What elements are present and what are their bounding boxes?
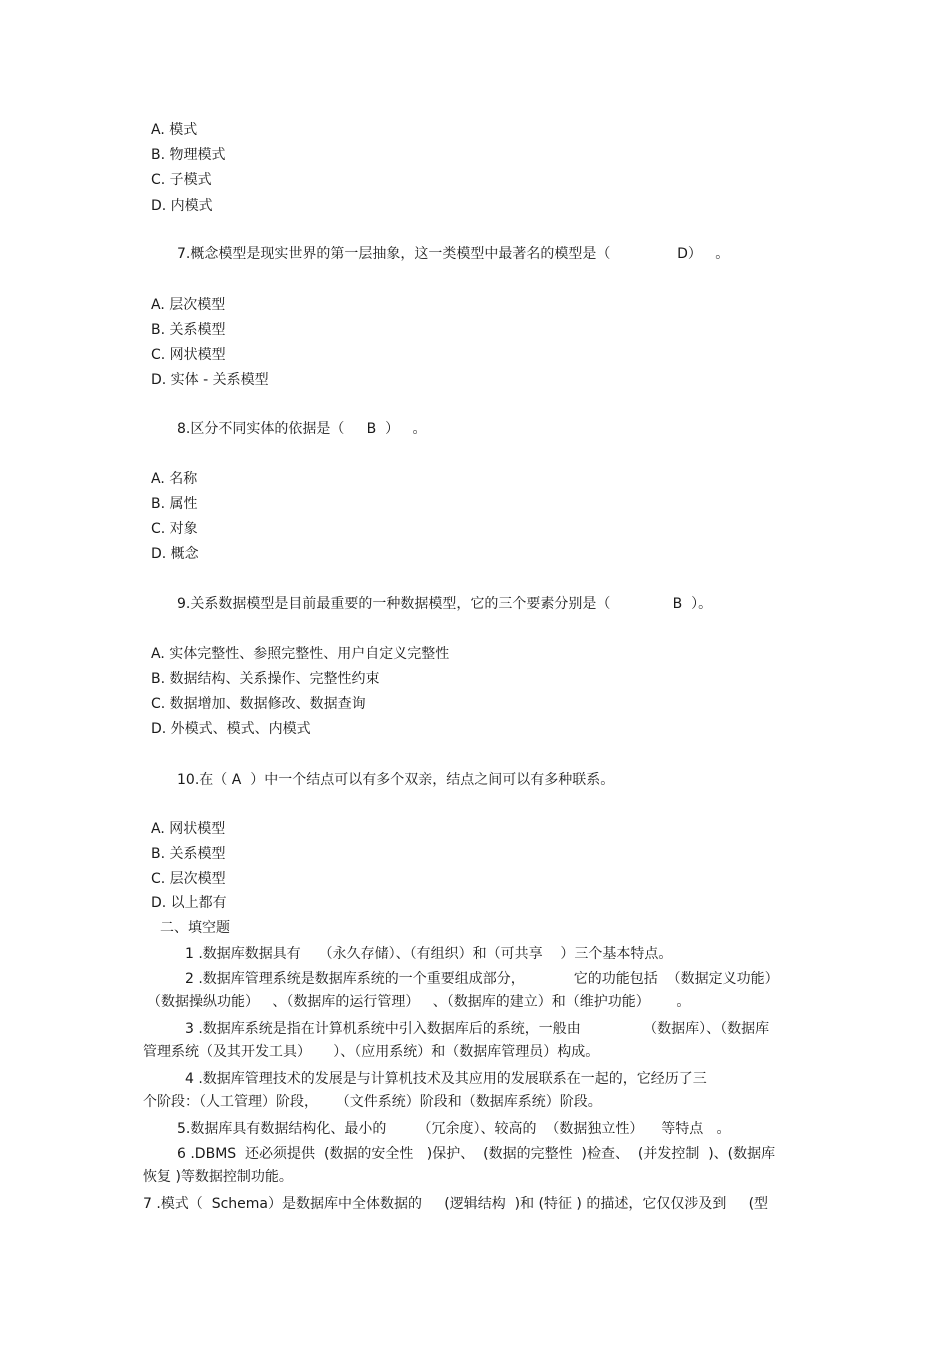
- fill-item-3: 3 .数据库系统是指在计算机系统中引入数据库后的系统，一般由 （数据库）、（数据库: [185, 1021, 770, 1037]
- fill-item-6: 6 .DBMS 还必须提供 (数据的安全性 )保护、 (数据的完整性 )检查、 (并发控制 )、(数据库: [177, 1146, 776, 1162]
- fill-item-3-cont: 管理系统（及其开发工具） ）、（应用系统）和（数据库管理员）构成。: [143, 1044, 600, 1060]
- q9-option-a: A. 实体完整性、参照完整性、用户自定义完整性: [151, 646, 450, 662]
- fill-item-4: 4 .数据库管理技术的发展是与计算机技术及其应用的发展联系在一起的，它经历了三: [185, 1071, 707, 1087]
- q9-option-b: B. 数据结构、关系操作、完整性约束: [151, 671, 380, 687]
- fill-item-6-cont: 恢复 )等数据控制功能。: [143, 1169, 293, 1185]
- q7-option-d: D. 实体 - 关系模型: [151, 372, 269, 388]
- question-10: 10.在（ A ）中一个结点可以有多个双亲，结点之间可以有多种联系。: [177, 772, 615, 788]
- q8-option-a: A. 名称: [151, 471, 198, 487]
- q9-option-c: C. 数据增加、数据修改、数据查询: [151, 696, 366, 712]
- q10-option-a: A. 网状模型: [151, 821, 226, 837]
- fill-item-7: 7 .模式（ Schema）是数据库中全体数据的 (逻辑结构 )和 (特征 ) 的描述，它仅仅涉及到 (型: [143, 1196, 769, 1212]
- option-c: C. 子模式: [151, 172, 212, 188]
- q9-option-d: D. 外模式、模式、内模式: [151, 721, 311, 737]
- option-a: A. 模式: [151, 122, 198, 138]
- question-9: 9.关系数据模型是目前最重要的一种数据模型，它的三个要素分别是（ B ）。: [177, 596, 713, 612]
- fill-item-5: 5.数据库具有数据结构化、最小的 （冗余度）、较高的 （数据独立性） 等特点 。: [177, 1121, 731, 1137]
- q10-option-c: C. 层次模型: [151, 871, 226, 887]
- option-d: D. 内模式: [151, 198, 213, 214]
- q8-option-b: B. 属性: [151, 496, 198, 512]
- q7-option-b: B. 关系模型: [151, 322, 226, 338]
- fill-item-2: 2 .数据库管理系统是数据库系统的一个重要组成部分， 它的功能包括 （数据定义功能）: [185, 971, 779, 987]
- q8-option-c: C. 对象: [151, 521, 198, 537]
- fill-item-4-cont: 个阶段：（人工管理）阶段， （文件系统）阶段和（数据库系统）阶段。: [143, 1094, 602, 1110]
- q7-option-c: C. 网状模型: [151, 347, 226, 363]
- q8-option-d: D. 概念: [151, 546, 199, 562]
- option-b: B. 物理模式: [151, 147, 226, 163]
- q10-option-b: B. 关系模型: [151, 846, 226, 862]
- q7-option-a: A. 层次模型: [151, 297, 226, 313]
- fill-item-1: 1 .数据库数据具有 （永久存储）、（有组织）和（可共享 ）三个基本特点。: [185, 946, 673, 962]
- fill-item-2-cont: （数据操纵功能） 、（数据库的运行管理） 、（数据库的建立）和（维护功能） 。: [147, 994, 691, 1010]
- question-7: 7.概念模型是现实世界的第一层抽象，这一类模型中最著名的模型是（ D） 。: [177, 246, 730, 262]
- question-8: 8.区分不同实体的依据是（ B ） 。: [177, 421, 427, 437]
- section-title: 二、填空题: [160, 920, 230, 936]
- q10-option-d: D. 以上都有: [151, 895, 227, 911]
